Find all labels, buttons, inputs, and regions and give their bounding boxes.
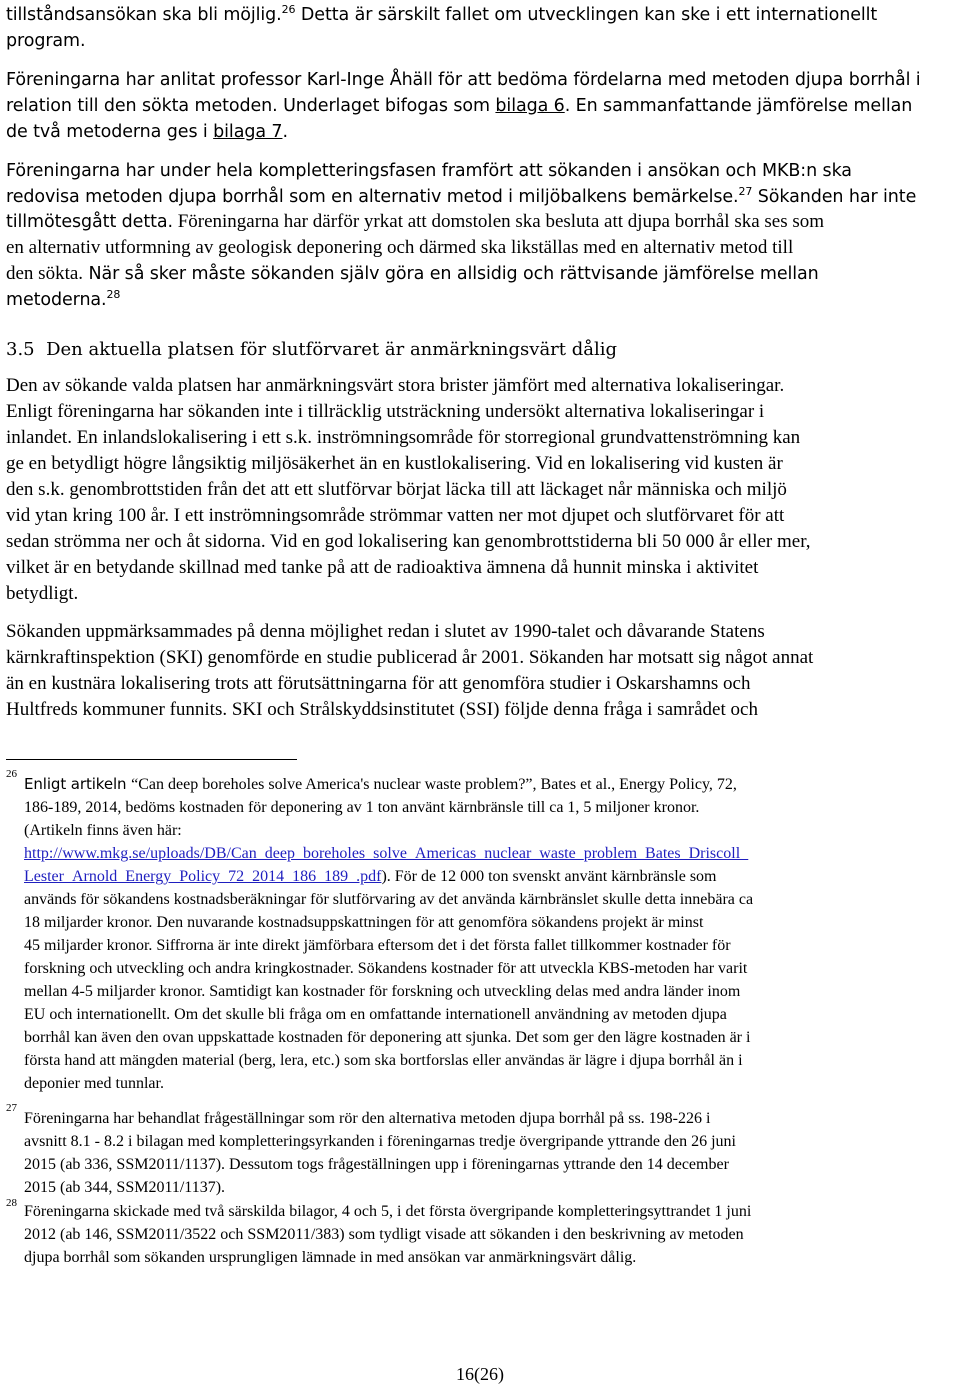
footnote-separator xyxy=(6,759,297,760)
para-c-line-2: redovisa metoden djupa borrhål som en alternativ metod i miljöbalkens bemärkelse.$^{27}$ Sökanden har inte xyxy=(6,185,917,207)
footnote-ref-27[interactable]: 27 xyxy=(738,185,753,198)
footnote-26-url-line-1[interactable] xyxy=(24,842,748,865)
footnote-26-line-9: forskning och utveckling och andra kringkostnader. Sökandens kostnader för att utveckla KBS-metoden har varit xyxy=(24,960,748,977)
footnote-28-number: 28 xyxy=(6,1197,17,1209)
para-e-line-4: Hultfreds kommuner funnits. SKI och Strålskyddsinstitutet (SSI) följde denna fråga i samrådet och xyxy=(6,699,758,720)
para-a-line-1: tillståndsansökan ska bli möjlig.$^{26}$ Detta är särskilt fallet om utvecklingen kan ske i ett internationellt xyxy=(6,3,878,25)
footnote-28-line-3: djupa borrhål som sökanden ursprungligen lämnade in med ansökan var anmärkningsvärt dålig. xyxy=(24,1249,637,1266)
para-c-line-3: tillmötesgått detta. Föreningarna har därför yrkat att domstolen ska besluta att djupa borrhål ska ses som xyxy=(6,211,825,232)
footnote-26-line-6: används för sökandens kostnadsberäkningar för slutförvaring av det använda kärnbränslet skulle detta innebära ca xyxy=(24,891,754,908)
article-url-link-continued[interactable]: Lester_Arnold_Energy_Policy_72_2014_186_189_.pdf xyxy=(24,868,382,885)
page-number: 16(26) xyxy=(456,1364,504,1384)
footnote-26-line-14: deponier med tunnlar. xyxy=(24,1075,164,1092)
footnote-28-line-2: 2012 (ab 146, SSM2011/3522 och SSM2011/383) som tydligt visade att sökanden i den beskrivning av metoden xyxy=(24,1226,744,1243)
footnote-26-line-11: EU och internationellt. Om det skulle bli fråga om en omfattande internationell användning av metoden djupa xyxy=(24,1006,727,1023)
footnote-26-line-2: 186-189, 2014, bedöms kostnaden för deponering av 1 ton använt kärnbränsle till ca 1, 5 miljoner kronor. xyxy=(24,799,700,816)
footnote-26-line-13: första hand att mängden material (berg, lera, etc.) som ska bortforslas eller användas är lägre i djupa borrhål än i xyxy=(24,1052,743,1069)
bilaga-6-link[interactable]: bilaga 6 xyxy=(495,96,565,116)
footnote-26-line-1: Enligt artikeln “Can deep boreholes solve America's nuclear waste problem?”, Bates et al., Energy Policy, 72, xyxy=(24,775,737,793)
footnote-28-line-1: Föreningarna skickade med två särskilda bilagor, 4 och 5, i det första övergripande kompletteringsyttrandet 1 juni xyxy=(24,1203,752,1220)
footnote-26-line-10: mellan 4-5 miljarder kronor. Samtidigt kan kostnader för forskning och utveckling delas med andra länder inom xyxy=(24,983,741,1000)
para-b-line-3: de två metoderna ges i bilaga 7. xyxy=(6,122,288,142)
para-a-line-2: program. xyxy=(6,31,86,51)
para-d-line-1: Den av sökande valda platsen har anmärkningsvärt stora brister jämfört med alternativa lokaliseringar. xyxy=(6,375,785,396)
footnote-26-line-5: Lester_Arnold_Energy_Policy_72_2014_186_189_.pdf). För de 12 000 ton svenskt använt kärnbränsle som xyxy=(24,868,717,885)
para-d-line-6: vid ytan kring 100 år. I ett inströmningsområde strömmar vatten ner mot djupet och slutförvaret för att xyxy=(6,505,785,526)
para-e-line-3: än en kustnära lokalisering trots att förutsättningarna för att genomföra studier i Oskarshamns och xyxy=(6,673,751,694)
section-number: 3.5 xyxy=(6,339,35,360)
footnote-26-line-12: borrhål kan även den ovan uppskattade kostnaden för deponering att sjunka. Det som ger den lägre kostnaden är i xyxy=(24,1029,751,1046)
section-title: Den aktuella platsen för slutförvaret är anmärkningsvärt dålig xyxy=(46,339,618,360)
footnote-ref-26[interactable]: 26 xyxy=(281,3,296,16)
para-d-line-9: betydligt. xyxy=(6,583,79,604)
footnote-27-number: 27 xyxy=(6,1102,17,1114)
footnote-26-line-8: 45 miljarder kronor. Siffrorna är inte direkt jämförbara eftersom det i det första fallet tillkommer kostnader för xyxy=(24,937,731,954)
para-c-line-6: metoderna.$^{28}$ xyxy=(6,288,121,310)
footnote-26-line-7: 18 miljarder kronor. Den nuvarande kostnadsuppskattningen för att genomföra sökandens projekt är minst xyxy=(24,914,704,931)
para-d-line-3: inlandet. En inlandslokalisering i ett s.k. inströmningsområde för storregional grundvattenströmning kan xyxy=(6,427,801,448)
section-heading xyxy=(6,337,617,363)
article-url-link[interactable]: http://www.mkg.se/uploads/DB/Can_deep_boreholes_solve_Americas_nuclear_waste_problem_Bates_Driscoll_ xyxy=(24,845,749,862)
para-d-line-7: sedan strömma ner och åt sidorna. Vid en god lokalisering kan genombrottstiderna bli 50 000 år eller mer, xyxy=(6,531,811,552)
para-b-line-2: relation till den sökta metoden. Underlaget bifogas som bilaga 6. En sammanfattande jämförelse mellan xyxy=(6,96,913,116)
footnote-26-number: 26 xyxy=(6,768,17,780)
footnote-ref-28[interactable]: 28 xyxy=(106,288,121,301)
footnote-27-line-3: 2015 (ab 336, SSM2011/1137). Dessutom togs frågeställningen upp i föreningarnas yttrande den 14 december xyxy=(24,1156,729,1173)
para-b-line-1: Föreningarna har anlitat professor Karl-Inge Åhäll för att bedöma fördelarna med metoden djupa borrhål i xyxy=(6,70,921,90)
para-e-line-2: kärnkraftinspektion (SKI) genomförde en studie publicerad år 2001. Sökanden har motsatt sig något annat xyxy=(6,647,814,668)
footnote-27-line-2: avsnitt 8.1 - 8.2 i bilagan med kompletteringsyrkanden i föreningarnas tredje övergripande yttrande den 26 juni xyxy=(24,1133,736,1150)
para-d-line-4: ge en betydligt högre långsiktig miljösäkerhet än en kustlokalisering. Vid en lokalisering vid kusten är xyxy=(6,453,783,474)
para-c-line-1: Föreningarna har under hela kompletteringsfasen framfört att sökanden i ansökan och MKB:n ska xyxy=(6,161,852,181)
para-c-line-5: den sökta. När så sker måste sökanden själv göra en allsidig och rättvisande jämförelse mellan xyxy=(6,263,819,284)
footnote-27-line-1: Föreningarna har behandlat frågeställningar som rör den alternativa metoden djupa borrhål på ss. 198-226 i xyxy=(24,1110,711,1127)
para-d-line-2: Enligt föreningarna har sökanden inte i tillräcklig utsträckning undersökt alternativa lokaliseringar i xyxy=(6,401,765,422)
para-d-line-8: vilket är en betydande skillnad med tanke på att de radioaktiva ämnena då hunnit minska i aktivitet xyxy=(6,557,759,578)
bilaga-7-link[interactable]: bilaga 7 xyxy=(213,122,283,142)
footnote-27-line-4: 2015 (ab 344, SSM2011/1137). xyxy=(24,1179,226,1196)
para-c-line-4: en alternativ utformning av geologisk deponering och därmed ska likställas med en alternativ metod till xyxy=(6,237,794,258)
para-d-line-5: den s.k. genombrottstiden från det att ett slutförvar börjat läcka till att läckaget når människa och miljö xyxy=(6,479,787,500)
footnote-26-line-3: (Artikeln finns även här: xyxy=(24,822,182,839)
para-e-line-1: Sökanden uppmärksammades på denna möjlighet redan i slutet av 1990-talet och dåvarande Statens xyxy=(6,621,765,642)
